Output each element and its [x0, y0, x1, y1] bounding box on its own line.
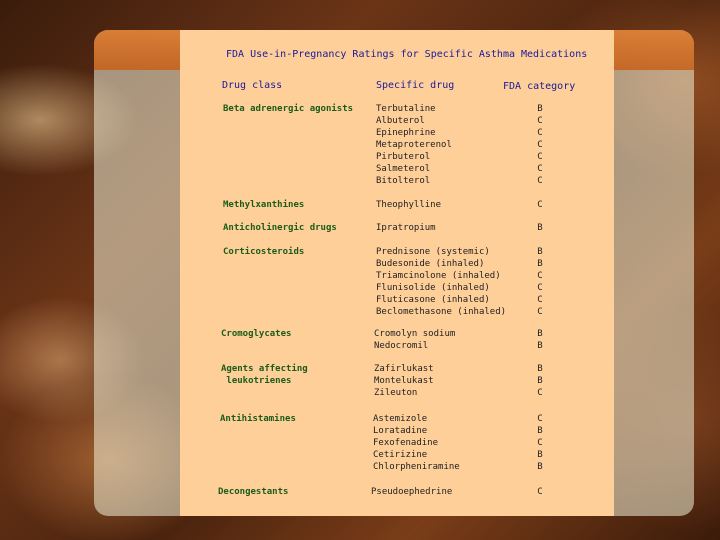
category-list — [530, 486, 550, 498]
category-list — [530, 246, 550, 318]
list-line: Metaproterenol — [376, 140, 452, 150]
header-fda-category: FDA category — [503, 81, 576, 92]
list-line: Loratadine — [373, 426, 428, 436]
header-specific-drug: Specific drug — [376, 80, 455, 91]
drug-list — [374, 328, 455, 352]
drug-list — [376, 103, 452, 187]
drug-list — [371, 486, 452, 498]
list-line: C — [537, 116, 543, 126]
list-line: Terbutaline — [376, 104, 436, 114]
list-line: B — [537, 247, 543, 257]
drug-class-label: Methylxanthines — [223, 200, 305, 210]
drug-list — [374, 363, 434, 399]
list-line: B — [537, 104, 543, 114]
drug-class-label: Decongestants — [218, 487, 289, 497]
drug-class-label — [221, 363, 308, 387]
drug-class-label: Antihistamines — [220, 414, 296, 424]
list-line: B — [537, 341, 543, 351]
list-line: Astemizole — [373, 414, 428, 424]
category-list — [530, 222, 550, 234]
list-line: B — [537, 259, 543, 269]
list-line: Fexofenadine — [373, 438, 439, 448]
list-line: Chlorpheniramine — [373, 462, 460, 472]
list-line: C — [537, 200, 543, 210]
list-line: Albuterol — [376, 116, 425, 126]
category-list — [530, 413, 550, 473]
list-line: Salmeterol — [376, 164, 431, 174]
list-line: B — [537, 376, 543, 386]
drug-list — [376, 199, 441, 211]
list-line: Cromolyn sodium — [374, 329, 456, 339]
drug-class-label: Anticholinergic drugs — [223, 223, 337, 233]
list-line: B — [537, 462, 543, 472]
list-line: C — [537, 414, 543, 424]
list-line: B — [537, 426, 543, 436]
list-line: B — [537, 364, 543, 374]
list-line: C — [537, 152, 543, 162]
list-line: C — [537, 438, 543, 448]
list-line: Theophylline — [376, 200, 442, 210]
list-line: Epinephrine — [376, 128, 436, 138]
list-line: Ipratropium — [376, 223, 436, 233]
list-line: Bitolterol — [376, 176, 431, 186]
list-line: Flunisolide (inhaled) — [376, 283, 490, 293]
list-line: B — [537, 329, 543, 339]
drug-list — [376, 222, 436, 234]
list-line: Budesonide (inhaled) — [376, 259, 485, 269]
list-line: Pirbuterol — [376, 152, 431, 162]
list-line: Agents affecting — [221, 364, 308, 374]
drug-class-label: Corticosteroids — [223, 247, 305, 257]
drug-class-label: Cromoglycates — [221, 329, 292, 339]
list-line: B — [537, 450, 543, 460]
list-line: Zafirlukast — [374, 364, 434, 374]
list-line: Beclomethasone (inhaled) — [376, 307, 507, 317]
drug-list — [376, 246, 506, 318]
list-line: Prednisone (systemic) — [376, 247, 490, 257]
category-list — [530, 103, 550, 187]
list-line: Montelukast — [374, 376, 434, 386]
list-line: C — [537, 176, 543, 186]
list-line: Fluticasone (inhaled) — [376, 295, 490, 305]
list-line: Cetirizine — [373, 450, 428, 460]
list-line: Nedocromil — [374, 341, 429, 351]
list-line: C — [537, 271, 543, 281]
list-line: Triamcinolone (inhaled) — [376, 271, 501, 281]
list-line: C — [537, 295, 543, 305]
list-line: leukotrienes — [221, 376, 292, 386]
drug-list — [373, 413, 460, 473]
drug-class-label: Beta adrenergic agonists — [223, 104, 354, 114]
list-line: B — [537, 223, 543, 233]
list-line: C — [537, 307, 543, 317]
list-line: C — [537, 128, 543, 138]
category-list — [530, 199, 550, 211]
header-drug-class: Drug class — [222, 80, 283, 91]
page-title: FDA Use-in-Pregnancy Ratings for Specific Asthma Medications — [226, 49, 588, 60]
category-list — [530, 328, 550, 352]
list-line: C — [537, 487, 543, 497]
list-line: C — [537, 140, 543, 150]
list-line: C — [537, 283, 543, 293]
list-line: Zileuton — [374, 388, 418, 398]
list-line: C — [537, 164, 543, 174]
list-line: Pseudoephedrine — [371, 487, 453, 497]
category-list — [530, 363, 550, 399]
list-line: C — [537, 388, 543, 398]
